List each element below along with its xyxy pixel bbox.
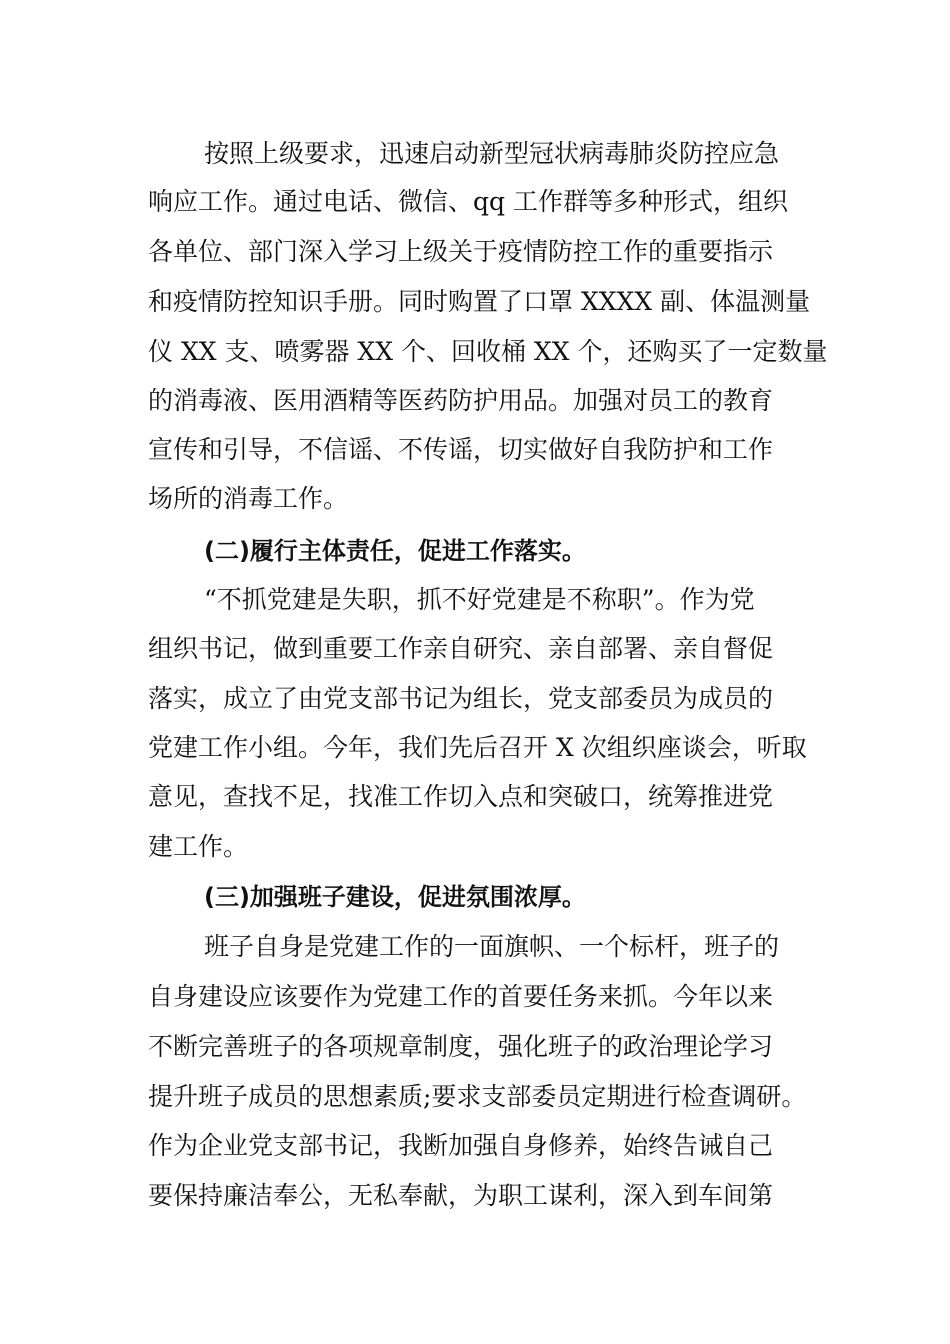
- paragraph-1-line-8: 场所的消毒工作。: [148, 484, 349, 513]
- section-heading-2: (二)履行主体责任，促进工作落实。: [204, 537, 586, 565]
- paragraph-3-line-1: 班子自身是党建工作的一面旗帜、一个标杆，班子的: [204, 932, 780, 961]
- paragraph-3-line-2: 自身建设应该要作为党建工作的首要任务来抓。今年以来: [148, 982, 774, 1011]
- paragraph-1-line-6: 的消毒液、医用酒精等医药防护用品。加强对员工的教育: [148, 386, 774, 415]
- paragraph-1-line-3: 各单位、部门深入学习上级关于疫情防控工作的重要指示: [148, 237, 774, 266]
- paragraph-2-line-4: 党建工作小组。今年，我们先后召开 X 次组织座谈会，听取: [148, 733, 807, 762]
- paragraph-2-line-6: 建工作。: [148, 832, 249, 861]
- paragraph-3-line-3: 不断完善班子的各项规章制度，强化班子的政治理论学习: [148, 1032, 774, 1061]
- paragraph-1-line-1: 按照上级要求，迅速启动新型冠状病毒肺炎防控应急: [204, 139, 780, 168]
- paragraph-1-line-5: 仪 XX 支、喷雾器 XX 个、回收桶 XX 个，还购买了一定数量: [148, 337, 828, 366]
- section-heading-3: (三)加强班子建设，促进氛围浓厚。: [204, 883, 586, 911]
- paragraph-2-line-3: 落实，成立了由党支部书记为组长，党支部委员为成员的: [148, 684, 774, 713]
- paragraph-1-line-4: 和疫情防控知识手册。同时购置了口罩 XXXX 副、体温测量: [148, 287, 811, 316]
- paragraph-1-line-2: 响应工作。通过电话、微信、qq 工作群等多种形式，组织: [148, 187, 788, 216]
- paragraph-2-line-1: “不抓党建是失职，抓不好党建是不称职”。作为党: [204, 585, 755, 614]
- paragraph-1-line-7: 宣传和引导，不信谣、不传谣，切实做好自我防护和工作: [148, 435, 774, 464]
- paragraph-3-line-6: 要保持廉洁奉公，无私奉献，为职工谋利，深入到车间第: [148, 1181, 774, 1210]
- paragraph-2-line-5: 意见，查找不足，找准工作切入点和突破口，统筹推进党: [148, 782, 774, 811]
- paragraph-3-line-4: 提升班子成员的思想素质;要求支部委员定期进行检查调研。: [148, 1082, 807, 1111]
- paragraph-3-line-5: 作为企业党支部书记，我断加强自身修养，始终告诫自己: [148, 1131, 774, 1160]
- paragraph-2-line-2: 组织书记，做到重要工作亲自研究、亲自部署、亲自督促: [148, 634, 774, 663]
